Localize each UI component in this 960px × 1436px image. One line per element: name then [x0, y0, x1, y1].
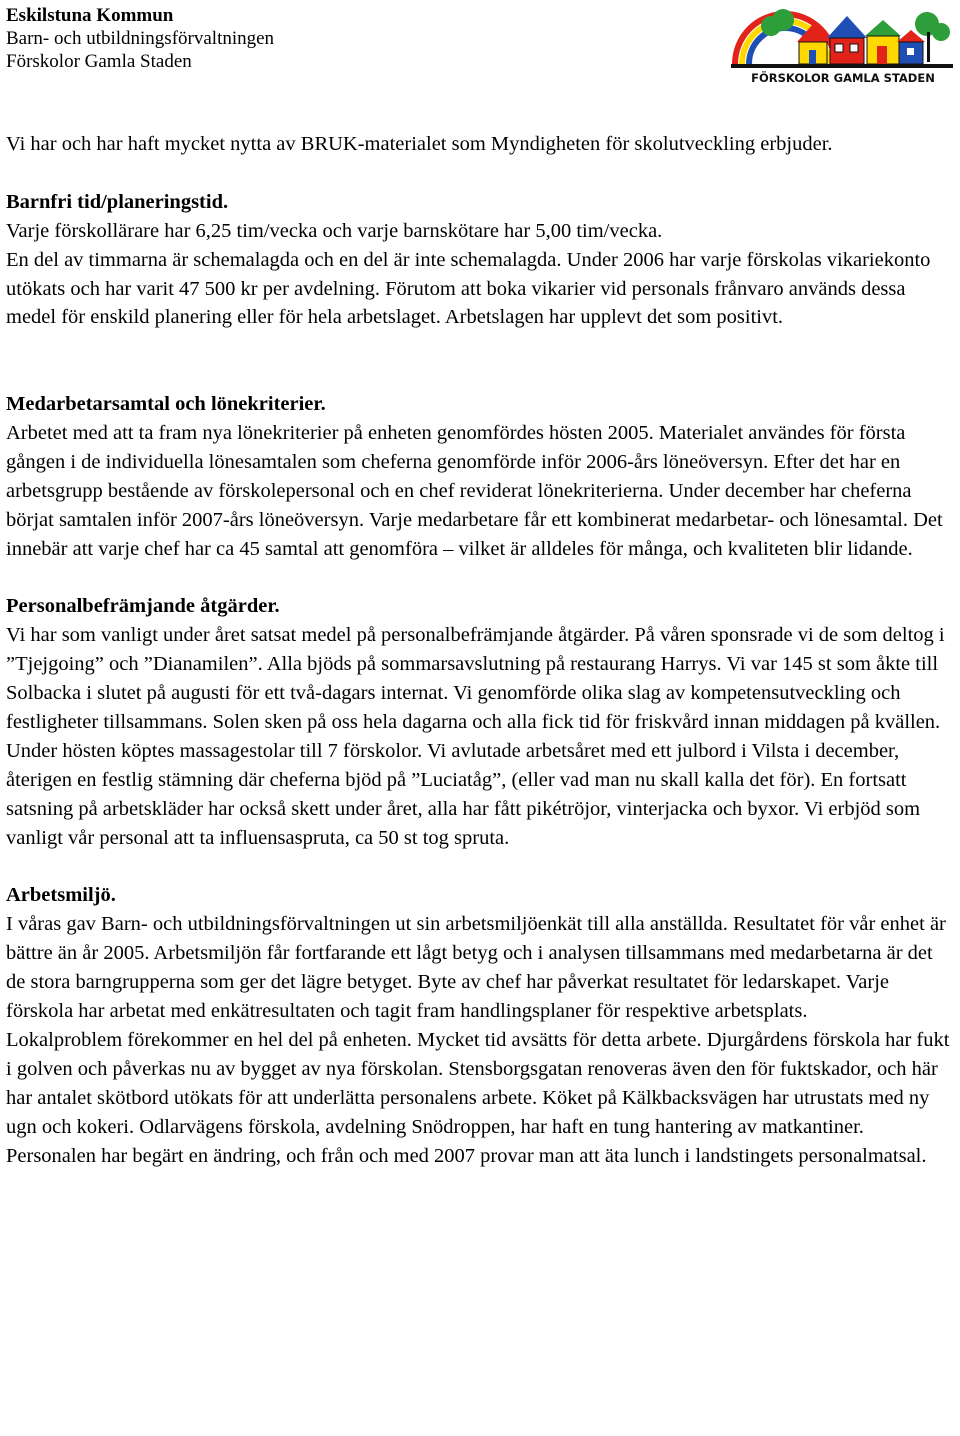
section-heading-staff-measures: Personalbefrämjande åtgärder.	[6, 595, 280, 618]
logo-caption: FÖRSKOLOR GAMLA STADEN	[751, 71, 935, 85]
staff-measures-paragraph: Vi har som vanligt under året satsat medel på personalbefrämjande åtgärder. På våren sponsrade vi de som deltog i ”Tjejgoing” och ”Dianamilen”. Alla bjöds på sommarsavslutning på restaurang Harrys. Vi var 145 st som åkte till Solbacka i slutet på augusti för ett två-dagars internat. Vi genomförde olika slag av kompetensutveckling och festligheter tillsammans. Solen sken på oss hela dagarna och alla fick tid för friskvård innan middagen på kvällen. Under hösten köptes massagestolar till 7 förskolor. Vi avlutade arbetsåret med ett julbord i Vilsta i december, återigen en festlig stämning där cheferna bjöd på ”Luciatåg”, (eller vad man nu skall kalla det för). En fortsatt satsning på arbetskläder har också skett under året, alla har fått pikétröjor, vinterjacka och byxor. Vi erbjöd som vanligt vår personal att ta influensaspruta, ca 50 st tog spruta.	[6, 624, 945, 849]
unit-name: Förskolor Gamla Staden	[6, 51, 192, 72]
section-heading-planning-time: Barnfri tid/planeringstid.	[6, 190, 229, 213]
document-body	[6, 130, 956, 1171]
salary-talks-paragraph: Arbetet med att ta fram nya lönekriterier på enheten genomfördes hösten 2005. Materialet användes för första gången i de individuella lönesamtalen som cheferna genomförde inför 2006-års löneöversyn. Efter det har en arbetsgrupp bestående av förskolepersonal och en chef reviderat lönekriterierna. Under december har cheferna börjat samtalen inför 2007-års löneöversyn. Varje medarbetare får ett kombinerat medarbetar- och lönesamtal. Det innebär att varje chef har ca 45 samtal att genomföra – vilket är alldeles för många, och kvaliteten blir lidande.	[6, 422, 943, 560]
work-environment-paragraph-1: I våras gav Barn- och utbildningsförvaltningen ut sin arbetsmiljöenkät till alla anställda. Resultatet för vår enhet är bättre än år 2005. Arbetsmiljön får fortfarande ett lågt betyg och i analysen tillsammans med medarbetarna är det de stora barngrupperna som ger det lägre betyget. Byte av chef har påverkat resultatet för ledarskapet. Varje förskola har arbetat med enkätresultaten och tagit fram handlingsplaner för respektive arbetsplats.	[6, 913, 946, 1023]
planning-time-line-1: Varje förskollärare har 6,25 tim/vecka och varje barnskötare har 5,00 tim/vecka.	[6, 219, 663, 242]
document-header	[6, 4, 274, 73]
work-environment-paragraph-2: Lokalproblem förekommer en hel del på enheten. Mycket tid avsätts för detta arbete. Djurgårdens förskola har fukt i golven och påverkas nu av bygget av nya förskolan. Stensborgsgatan renoveras även den för fuktskador, och här har antalet skötbord utökats för att underlätta personalens arbete. Köket på Kälkbacksvägen har utrustats med ny ugn och kokeri. Odlarvägens förskola, avdelning Snödroppen, har haft en tung hantering av matkantiner. Personalen har begärt en ändring, och från och med 2007 provar man att äta lunch i landstingets personalmatsal.	[6, 1029, 950, 1167]
forskolor-gamla-staden-logo	[727, 2, 957, 88]
planning-time-paragraph: En del av timmarna är schemalagda och en del är inte schemalagda. Under 2006 har varje förskolas vikariekonto utökats och har varit 47 500 kr per avdelning. Förutom att boka vikarier vid personals frånvaro används dessa medel för enskild planering eller för hela arbetslaget. Arbetslagen har upplevt det som positivt.	[6, 248, 931, 329]
department-name: Barn- och utbildningsförvaltningen	[6, 28, 275, 49]
intro-paragraph: Vi har och har haft mycket nytta av BRUK-materialet som Myndigheten för skolutveckling erbjuder.	[6, 133, 833, 155]
municipality-name: Eskilstuna Kommun	[6, 5, 174, 26]
section-heading-salary-talks: Medarbetarsamtal och lönekriterier.	[6, 393, 326, 416]
section-heading-work-environment: Arbetsmiljö.	[6, 884, 116, 907]
